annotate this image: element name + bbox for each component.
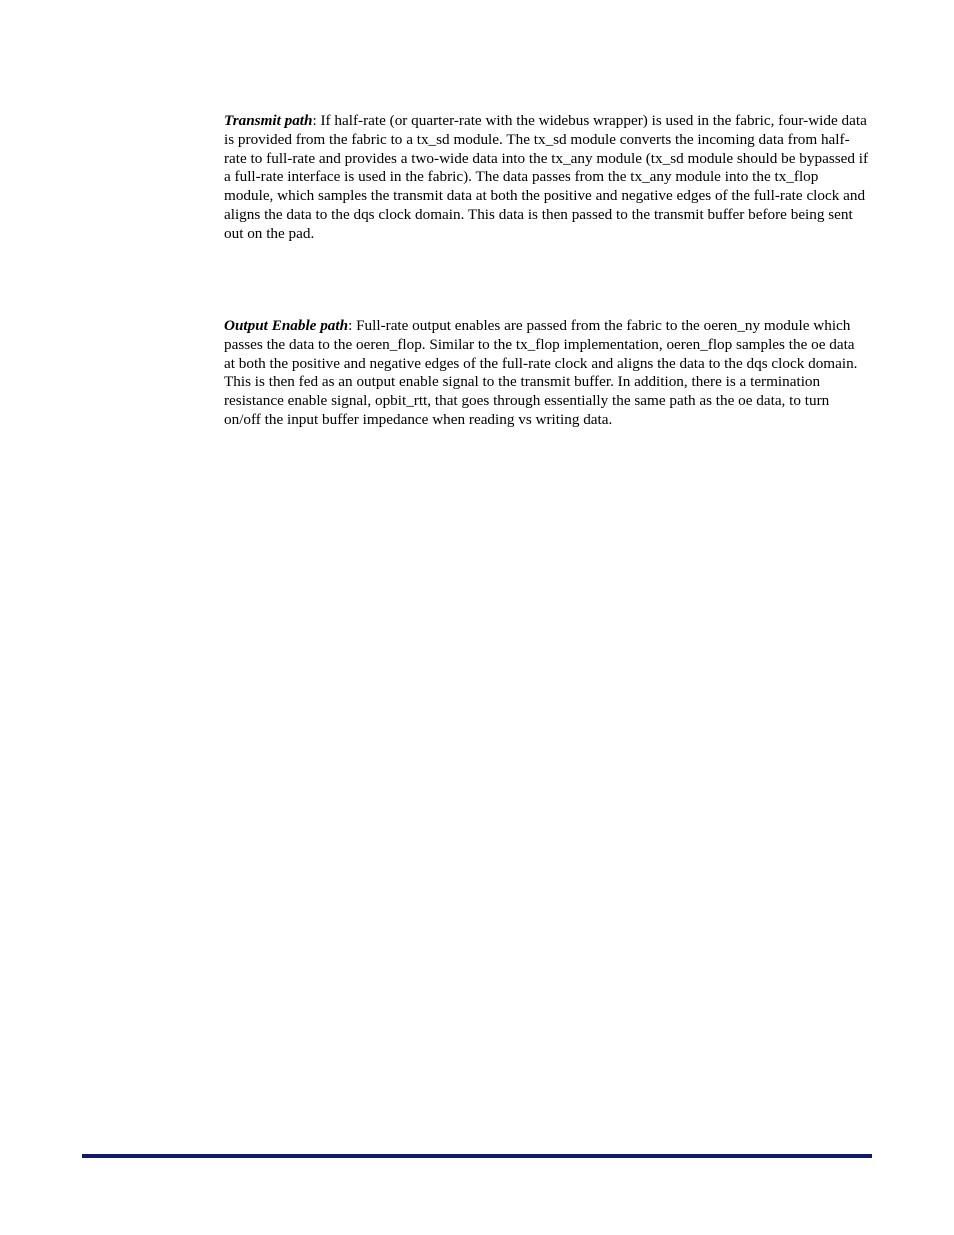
output-enable-path-paragraph	[224, 317, 869, 430]
output-enable-path-term: Output Enable path	[224, 317, 349, 334]
transmit-path-paragraph	[224, 112, 869, 244]
transmit-path-term: Transmit path	[224, 112, 313, 129]
footer-divider	[82, 1154, 872, 1158]
transmit-path-text: : If half-rate (or quarter-rate with the widebus wrapper) is used in the fabric, four-wide data is provided from the fabric to a tx_sd module. The tx_sd module converts the incoming data from half-rate to full-rate and provides a two-wide data into the tx_any module (tx_sd module should be bypassed if a full-rate interface is used in the fabric). The data passes from the tx_any module into the tx_flop module, which samples the transmit data at both the positive and negative edges of the full-rate clock and aligns the data to the dqs clock domain. This data is then passed to the transmit buffer before being sent out on the pad.	[224, 112, 869, 242]
output-enable-path-text: : Full-rate output enables are passed from the fabric to the oeren_ny module which passes the data to the oeren_flop. Similar to the tx_flop implementation, oeren_flop samples the oe data at both the positive and negative edges of the full-rate clock and aligns the data to the dqs clock domain. This is then fed as an output enable signal to the transmit buffer. In addition, there is a termination resistance enable signal, opbit_rtt, that goes through essentially the same path as the oe data, to turn on/off the input buffer impedance when reading vs writing data.	[224, 317, 858, 428]
